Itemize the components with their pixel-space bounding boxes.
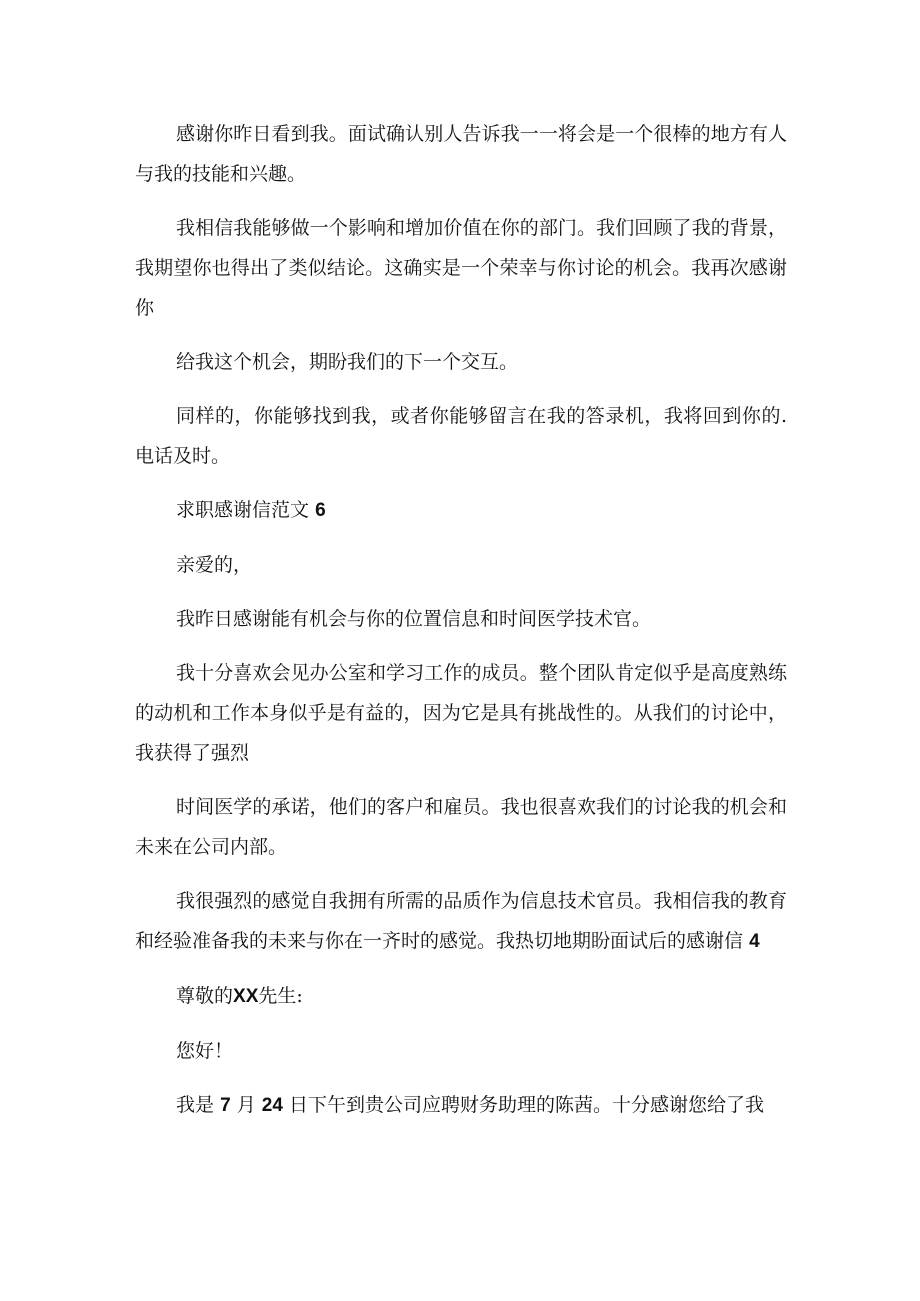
paragraph-add-value: 我相信我能够做一个影响和增加价值在你的部门。我们回顾了我的背景，我期望你也得出了类似结论。这确实是一个荣幸与你讨论的机会。我再次感谢你 bbox=[135, 217, 787, 319]
paragraph-team: 我十分喜欢会见办公室和学习工作的成员。整个团队肯定似乎是高度熟练的动机和工作本身似乎是有益的，因为它是具有挑战性的。从我们的讨论中，我获得了强烈 bbox=[135, 662, 787, 764]
heading-text: 求职感谢信范文 bbox=[176, 499, 310, 521]
hello: 您好！ bbox=[176, 1040, 234, 1062]
letter-number: 4 bbox=[749, 931, 760, 952]
greeting-prefix: 尊敬的 bbox=[176, 985, 234, 1007]
paragraph-commitment: 时间医学的承诺，他们的客户和雇员。我也很喜欢我们的讨论我的机会和未来在公司内部。 bbox=[135, 796, 787, 858]
paragraph-opportunity: 给我这个机会，期盼我们的下一个交互。 bbox=[176, 351, 519, 373]
paragraph-qualities-text: 我很强烈的感觉自我拥有所需的品质作为信息技术官员。我相信我的教育和经验准备我的未来与你在一齐时的感觉。我热切地期盼面试后的感谢信 bbox=[135, 890, 787, 952]
salutation: 亲爱的， bbox=[176, 554, 253, 576]
greeting bbox=[135, 976, 787, 1017]
paragraph-contact: 同样的，你能够找到我，或者你能够留言在我的答录机，我将回到你的. 电话及时。 bbox=[135, 405, 787, 467]
greeting-name: XX bbox=[233, 986, 259, 1007]
p9-a: 我是 bbox=[176, 1094, 215, 1116]
section-heading-6 bbox=[135, 490, 787, 531]
paragraph-applicant bbox=[135, 1085, 787, 1126]
paragraph-thanks-yesterday: 感谢你昨日看到我。面试确认别人告诉我一一将会是一个很棒的地方有人与我的技能和兴趣。 bbox=[135, 123, 787, 185]
p9-b: 月 bbox=[236, 1094, 256, 1116]
heading-number: 6 bbox=[315, 500, 326, 521]
p9-month: 7 bbox=[220, 1095, 231, 1116]
p9-day: 24 bbox=[261, 1095, 283, 1116]
paragraph-qualities bbox=[135, 881, 787, 962]
document-body bbox=[135, 114, 787, 1140]
p9-c: 日下午到贵公司应聘财务助理的陈茜。十分感谢您给了我 bbox=[288, 1094, 764, 1116]
paragraph-position: 我昨日感谢能有机会与你的位置信息和时间医学技术官。 bbox=[176, 608, 652, 630]
greeting-suffix: 先生: bbox=[258, 985, 303, 1007]
